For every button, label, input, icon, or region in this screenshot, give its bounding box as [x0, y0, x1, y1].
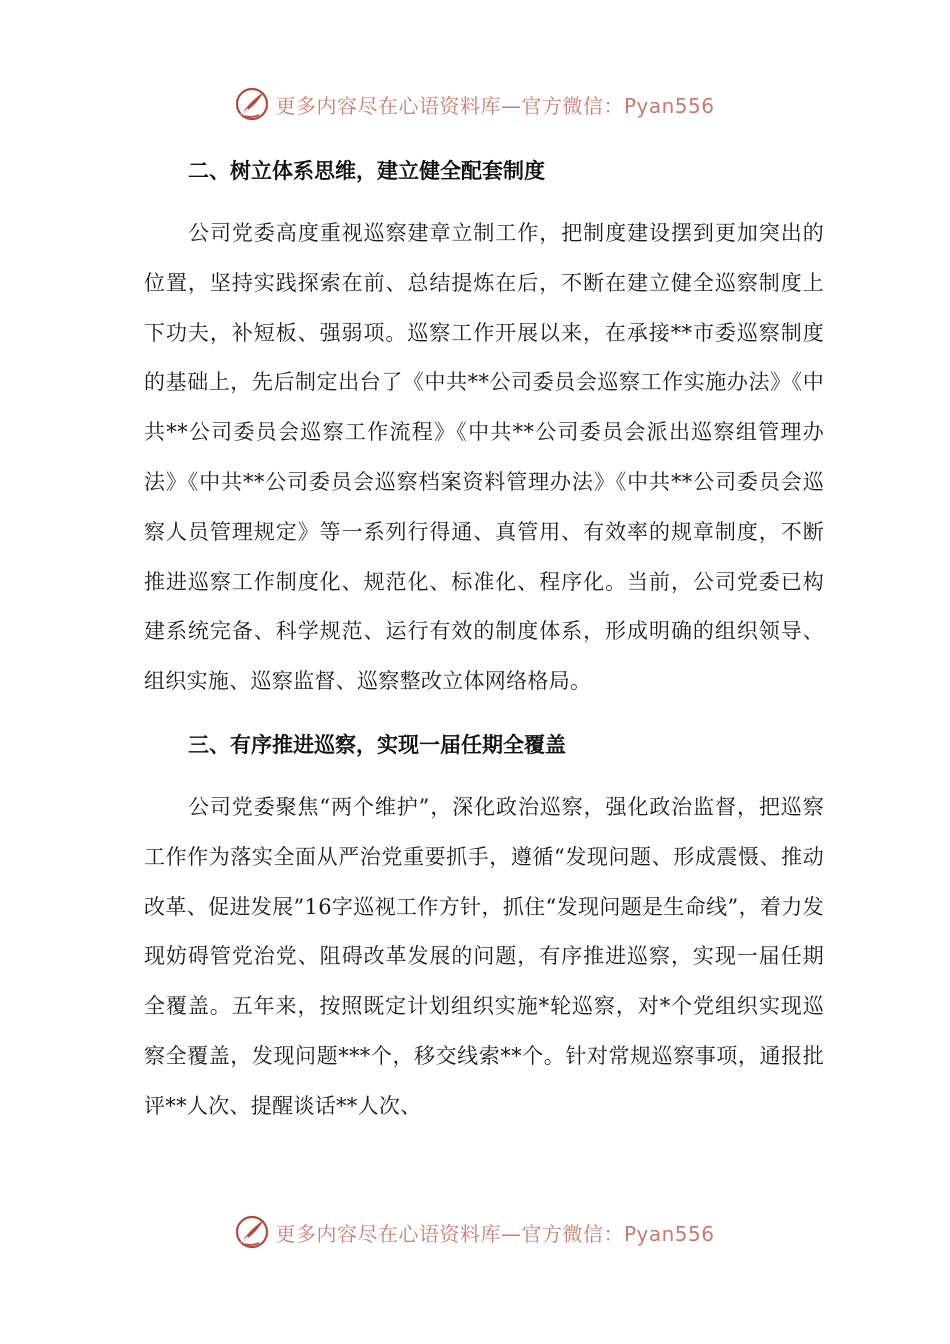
section-heading: 三、有序推进巡察，实现一届任期全覆盖: [188, 732, 566, 757]
document-body: [144, 146, 824, 1132]
footer-watermark-banner: [0, 1212, 950, 1252]
header-watermark-banner: [0, 84, 950, 124]
section-paragraph: 公司党委高度重视巡察建章立制工作，把制度建设摆到更加突出的位置，坚持实践探索在前、总结提炼在后，不断在建立健全巡察制度上下功夫，补短板、强弱项。巡察工作开展以来，在承接**市委巡察制度的基础上，先后制定出台了《中共**公司委员会巡察工作实施办法》《中共**公司委员会巡察工作流程》《中共**公司委员会派出巡察组管理办法》《中共**公司委员会巡察档案资料管理办法》《中共**公司委员会巡察人员管理规定》等一系列行得通、真管用、有效率的规章制度，不断推进巡察工作制度化、规范化、标准化、程序化。当前，公司党委已构建系统完备、科学规范、运行有效的制度体系，形成明确的组织领导、组织实施、巡察监督、巡察整改立体网络格局。: [144, 221, 824, 694]
quill-pen-logo-icon: [235, 1215, 269, 1249]
section-heading: 二、树立体系思维，建立健全配套制度: [188, 159, 545, 183]
section-paragraph: 公司党委聚焦“两个维护”，深化政治巡察，强化政治监督，把巡察工作作为落实全面从严治党重要抓手，遵循“发现问题、形成震慑、推动改革、促进发展”16字巡视工作方针，抓住“发现问题是生命线”，着力发现妨碍管党治党、阻碍改革发展的问题，有序推进巡察，实现一届任期全覆盖。五年来，按照既定计划组织实施*轮巡察，对*个党组织实现巡察全覆盖，发现问题***个，移交线索**个。针对常规巡察事项，通报批评**人次、提醒谈话**人次、: [144, 794, 824, 1118]
watermark-text: 更多内容尽在心语资料库—官方微信：Pyan556: [275, 93, 715, 118]
watermark-text: 更多内容尽在心语资料库—官方微信：Pyan556: [275, 1221, 715, 1246]
quill-pen-logo-icon: [235, 87, 269, 121]
